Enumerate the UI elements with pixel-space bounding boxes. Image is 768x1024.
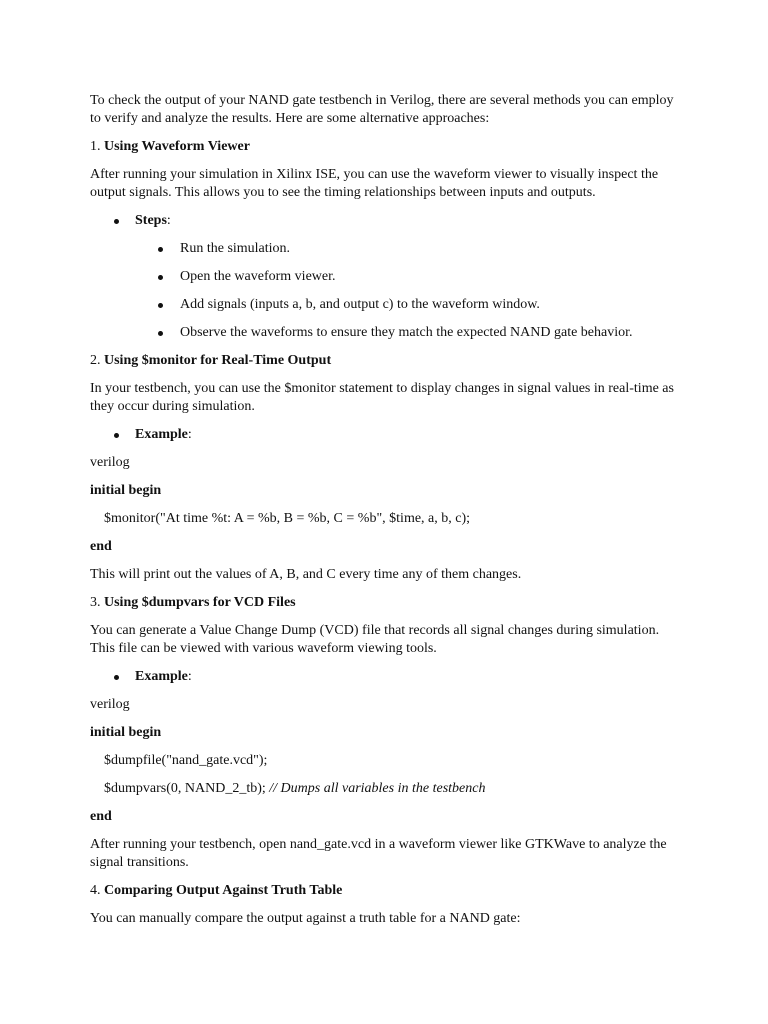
code-line: end [90,809,112,824]
section-1-heading [90,138,680,156]
list-item: Example: [90,668,680,686]
section-3-list [90,668,680,686]
code-line: initial begin [90,483,162,498]
list-item: Observe the waveforms to ensure they match the expected NAND gate behavior. [90,324,680,342]
steps-sublist [90,240,680,342]
section-3-number: 3. [90,595,104,610]
section-4-title: Comparing Output Against Truth Table [104,883,343,898]
section-3-after: After running your testbench, open nand_gate.vcd in a waveform viewer like GTKWave to analyze the signal transitions. [90,837,667,870]
section-4-number: 4. [90,883,104,898]
section-3-body: You can generate a Value Change Dump (VCD) file that records all signal changes during simulation. This file can be viewed with various waveform viewing tools. [90,623,660,656]
list-item: Open the waveform viewer. [90,268,680,286]
section-3-title: Using $dumpvars for VCD Files [104,595,296,610]
code-line: $monitor("At time %t: A = %b, B = %b, C = %b", $time, a, b, c); [104,511,471,526]
example-label: Example [135,669,188,684]
code-line: $dumpvars(0, NAND_2_tb); // Dumps all variables in the testbench [104,781,486,796]
list-item: Add signals (inputs a, b, and output c) to the waveform window. [90,296,680,314]
intro-paragraph: To check the output of your NAND gate testbench in Verilog, there are several methods you can employ to verify and analyze the results. Here are some alternative approaches: [90,93,674,126]
document-page [90,92,680,938]
section-4-heading [90,882,680,900]
section-2-number: 2. [90,353,104,368]
list-item: Steps: [90,212,680,230]
code-line: end [90,539,112,554]
section-1-body: After running your simulation in Xilinx ISE, you can use the waveform viewer to visually inspect the output signals. This allows you to see the timing relationships between inputs and outputs. [90,167,659,200]
code-language: verilog [90,455,130,470]
section-4-body: You can manually compare the output against a truth table for a NAND gate: [90,911,521,926]
section-2-title: Using $monitor for Real-Time Output [104,353,332,368]
section-1-number: 1. [90,139,104,154]
code-line: initial begin [90,725,162,740]
section-2-body: In your testbench, you can use the $monitor statement to display changes in signal values in real-time as they occur during simulation. [90,381,674,414]
section-2-after: This will print out the values of A, B, and C every time any of them changes. [90,567,522,582]
example-label: Example [135,427,188,442]
section-1-title: Using Waveform Viewer [104,139,250,154]
steps-label: Steps [135,213,167,228]
list-item: Example: [90,426,680,444]
section-3-heading [90,594,680,612]
code-comment: // Dumps all variables in the testbench [269,781,486,796]
section-2-heading [90,352,680,370]
list-item: Run the simulation. [90,240,680,258]
code-language: verilog [90,697,130,712]
section-1-list [90,212,680,230]
section-2-list [90,426,680,444]
code-line: $dumpfile("nand_gate.vcd"); [104,753,268,768]
